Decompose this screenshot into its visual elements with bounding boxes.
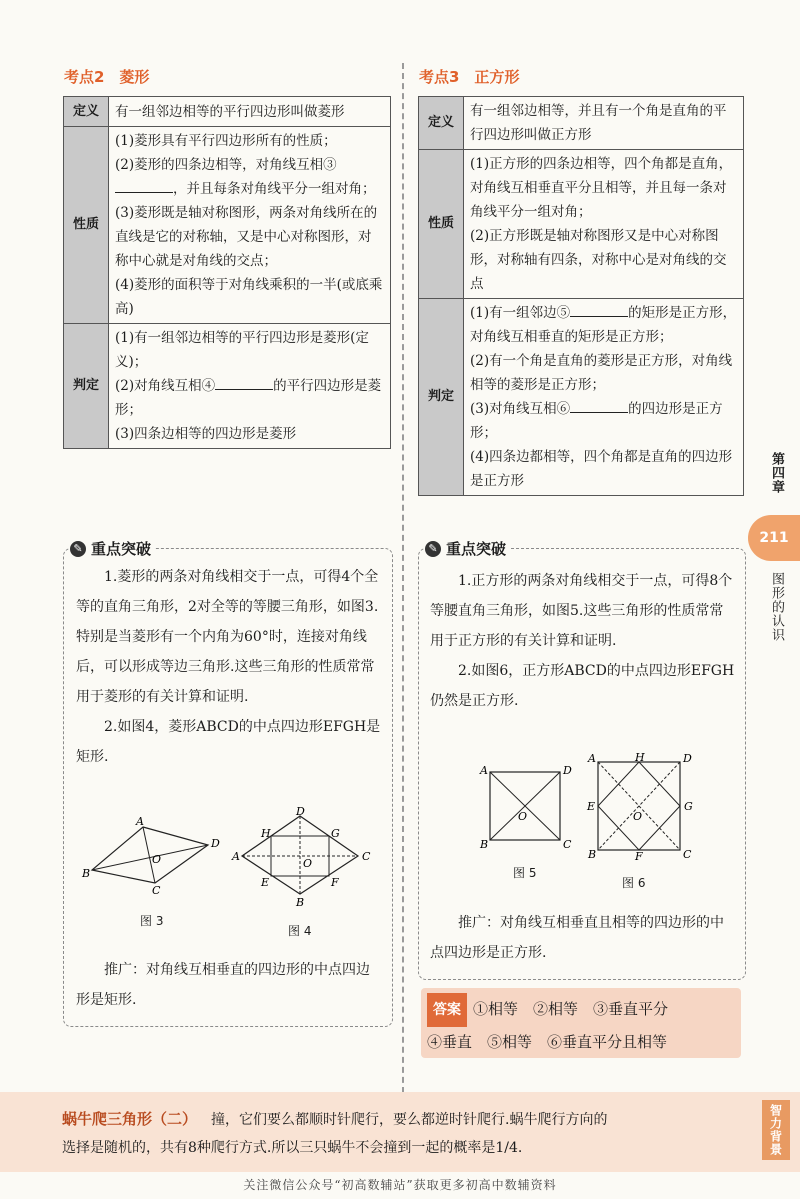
right-key-points-header: [425, 538, 510, 559]
svg-text:F: F: [635, 850, 643, 863]
property-3: (3)菱形既是轴对称图形，两条对角线所在的直线是它的对称轴，又是中心对称图形，对称中心就是对角线的交点；: [115, 205, 378, 269]
row-label-definition: 定义: [419, 97, 464, 150]
svg-text:D: D: [683, 752, 692, 765]
fig4-label-D: D: [296, 805, 305, 818]
row-label-definition: 定义: [64, 97, 109, 127]
answer-label: 答案: [427, 993, 467, 1027]
fig4-label-A: A: [232, 850, 240, 863]
pencil-icon: ✎: [70, 541, 86, 557]
fig3-label-C: C: [152, 884, 161, 897]
fig4-label-B: B: [296, 896, 305, 909]
key-points-title: 重点突破: [446, 540, 507, 558]
property-2: (2)菱形的四条边相等，对角线互相③，并且每条对角线平分一组对角；: [115, 157, 376, 197]
left-key-points-header: [70, 538, 155, 559]
bottom-text-line-2: 选择是随机的，共有8种爬行方式.所以三只蜗牛不会撞到一起的概率是1/4.: [62, 1140, 523, 1156]
svg-text:G: G: [684, 800, 693, 813]
fig4-label-G: G: [331, 827, 340, 840]
blank-3[interactable]: [115, 178, 173, 193]
rhombus-properties: [109, 127, 391, 324]
square-properties: [464, 150, 744, 299]
fig3-label-A: A: [136, 815, 144, 828]
row-label-judgment: 判定: [64, 324, 109, 449]
row-label-property: 性质: [419, 150, 464, 299]
right-generalization: 推广：对角线互相垂直且相等的四边形的中点四边形是正方形.: [430, 915, 724, 961]
fig3-label-O: O: [152, 853, 162, 866]
section-label: 图形的认识: [769, 572, 784, 642]
blank-6[interactable]: [570, 398, 628, 413]
figure-6-square-midpoints: [584, 751, 694, 863]
footer-watermark: 关注微信公众号“初高数辅站”获取更多初高中数辅资料: [243, 1178, 557, 1192]
judgment-2: (2)有一个角是直角的菱形是正方形，对角线相等的菱形是正方形；: [470, 353, 733, 393]
property-4: (4)菱形的面积等于对角线乘积的一半(或底乘高): [115, 277, 383, 317]
brain-teaser-tag: 智力背景: [762, 1100, 790, 1160]
judgment-2: (2)对角线互相④ 的平行四边形是菱形；: [115, 374, 384, 422]
figure-3-rhombus: [80, 815, 220, 895]
figure-5-square: [478, 762, 573, 852]
svg-text:A: A: [480, 764, 488, 777]
left-generalization: 推广：对角线互相垂直的四边形的中点四边形是矩形.: [76, 962, 370, 1008]
right-point-2: 2.如图6，正方形ABCD的中点四边形EFGH仍然是正方形.: [430, 663, 735, 709]
square-table: [418, 96, 744, 496]
blank-4[interactable]: [215, 375, 273, 390]
square-definition: 有一组邻边相等，并且有一个角是直角的平行四边形叫做正方形: [464, 97, 744, 150]
property-2: (2)正方形既是轴对称图形又是中心对称图形，对称轴有四条，对称中心是对角线的交点: [470, 228, 727, 292]
svg-text:H: H: [635, 751, 645, 764]
svg-text:B: B: [588, 848, 597, 861]
fig4-label-E: E: [261, 876, 270, 889]
figure-5-caption: 图 5: [513, 866, 537, 880]
fig4-label-C: C: [362, 850, 371, 863]
judgment-1: (1)有一组邻边相等的平行四边形是菱形(定义)；: [115, 330, 369, 370]
blank-5[interactable]: [570, 302, 628, 317]
left-point-2: 2.如图4，菱形ABCD的中点四边形EFGH是矩形.: [76, 719, 381, 765]
svg-text:C: C: [563, 838, 572, 851]
fig3-label-D: D: [211, 837, 220, 850]
svg-text:E: E: [587, 800, 596, 813]
figure-6-caption: 图 6: [622, 876, 646, 890]
bottom-title: 蜗牛爬三角形（二）: [62, 1110, 198, 1128]
left-section-title: 考点2 菱形: [64, 68, 150, 86]
answer-line-1: 答案 ①相等 ②相等 ③垂直平分: [421, 993, 741, 1027]
bottom-text: [62, 1105, 742, 1162]
rhombus-judgments: [109, 324, 391, 449]
svg-text:B: B: [480, 838, 489, 851]
left-point-1: 1.菱形的两条对角线相交于一点，可得4个全等的直角三角形，2对全等的等腰三角形，如图3.特别是当菱形有一个内角为60°时，连接对角线后，可以形成等边三角形.这些三角形的性质常常用于菱形的有关计算和证明.: [76, 569, 379, 705]
key-points-title: 重点突破: [91, 540, 152, 558]
row-label-property: 性质: [64, 127, 109, 324]
rhombus-table: [63, 96, 391, 449]
answer-line-2: ④垂直 ⑤相等 ⑥垂直平分且相等: [427, 1033, 668, 1051]
right-point-1: 1.正方形的两条对角线相交于一点，可得8个等腰直角三角形，如图5.这些三角形的性质常常用于正方形的有关计算和证明.: [430, 573, 733, 649]
figure-4-caption: 图 4: [288, 924, 312, 938]
column-divider: [402, 63, 404, 1103]
page-number: 211: [748, 515, 800, 561]
svg-text:O: O: [518, 810, 528, 823]
judgment-3: (3)四条边相等的四边形是菱形: [115, 426, 297, 442]
judgment-3: (3)对角线互相⑥ 的四边形是正方形；: [470, 397, 737, 445]
fig3-label-B: B: [82, 867, 91, 880]
right-section-title: 考点3 正方形: [419, 68, 520, 86]
svg-text:O: O: [633, 810, 643, 823]
row-label-judgment: 判定: [419, 299, 464, 496]
rhombus-definition: 有一组邻边相等的平行四边形叫做菱形: [109, 97, 391, 127]
fig4-label-O: O: [303, 857, 313, 870]
chapter-label: 第四章: [769, 452, 784, 494]
figure-3-caption: 图 3: [140, 914, 164, 928]
figure-4-rhombus-midpoints: [232, 805, 372, 909]
property-1: (1)正方形的四条边相等，四个角都是直角，对角线互相垂直平分且相等，并且每一条对角线平分一组对角；: [470, 156, 733, 220]
answer-box: [421, 988, 741, 1058]
fig4-label-H: H: [261, 827, 271, 840]
svg-text:D: D: [563, 764, 572, 777]
fig4-label-F: F: [331, 876, 339, 889]
judgment-1: (1)有一组邻边⑤ 的矩形是正方形，对角线互相垂直的矩形是正方形；: [470, 301, 737, 349]
right-key-points-body: [430, 566, 736, 716]
pencil-icon: ✎: [425, 541, 441, 557]
svg-text:C: C: [683, 848, 692, 861]
left-key-points-body: [76, 562, 382, 772]
svg-text:A: A: [588, 752, 596, 765]
judgment-4: (4)四条边都相等，四个角都是直角的四边形是正方形: [470, 449, 733, 489]
square-judgments: [464, 299, 744, 496]
property-1: (1)菱形具有平行四边形所有的性质；: [115, 133, 337, 149]
bottom-text-line-1: 撞，它们要么都顺时针爬行，要么都逆时针爬行.蜗牛爬行方向的: [211, 1112, 608, 1128]
